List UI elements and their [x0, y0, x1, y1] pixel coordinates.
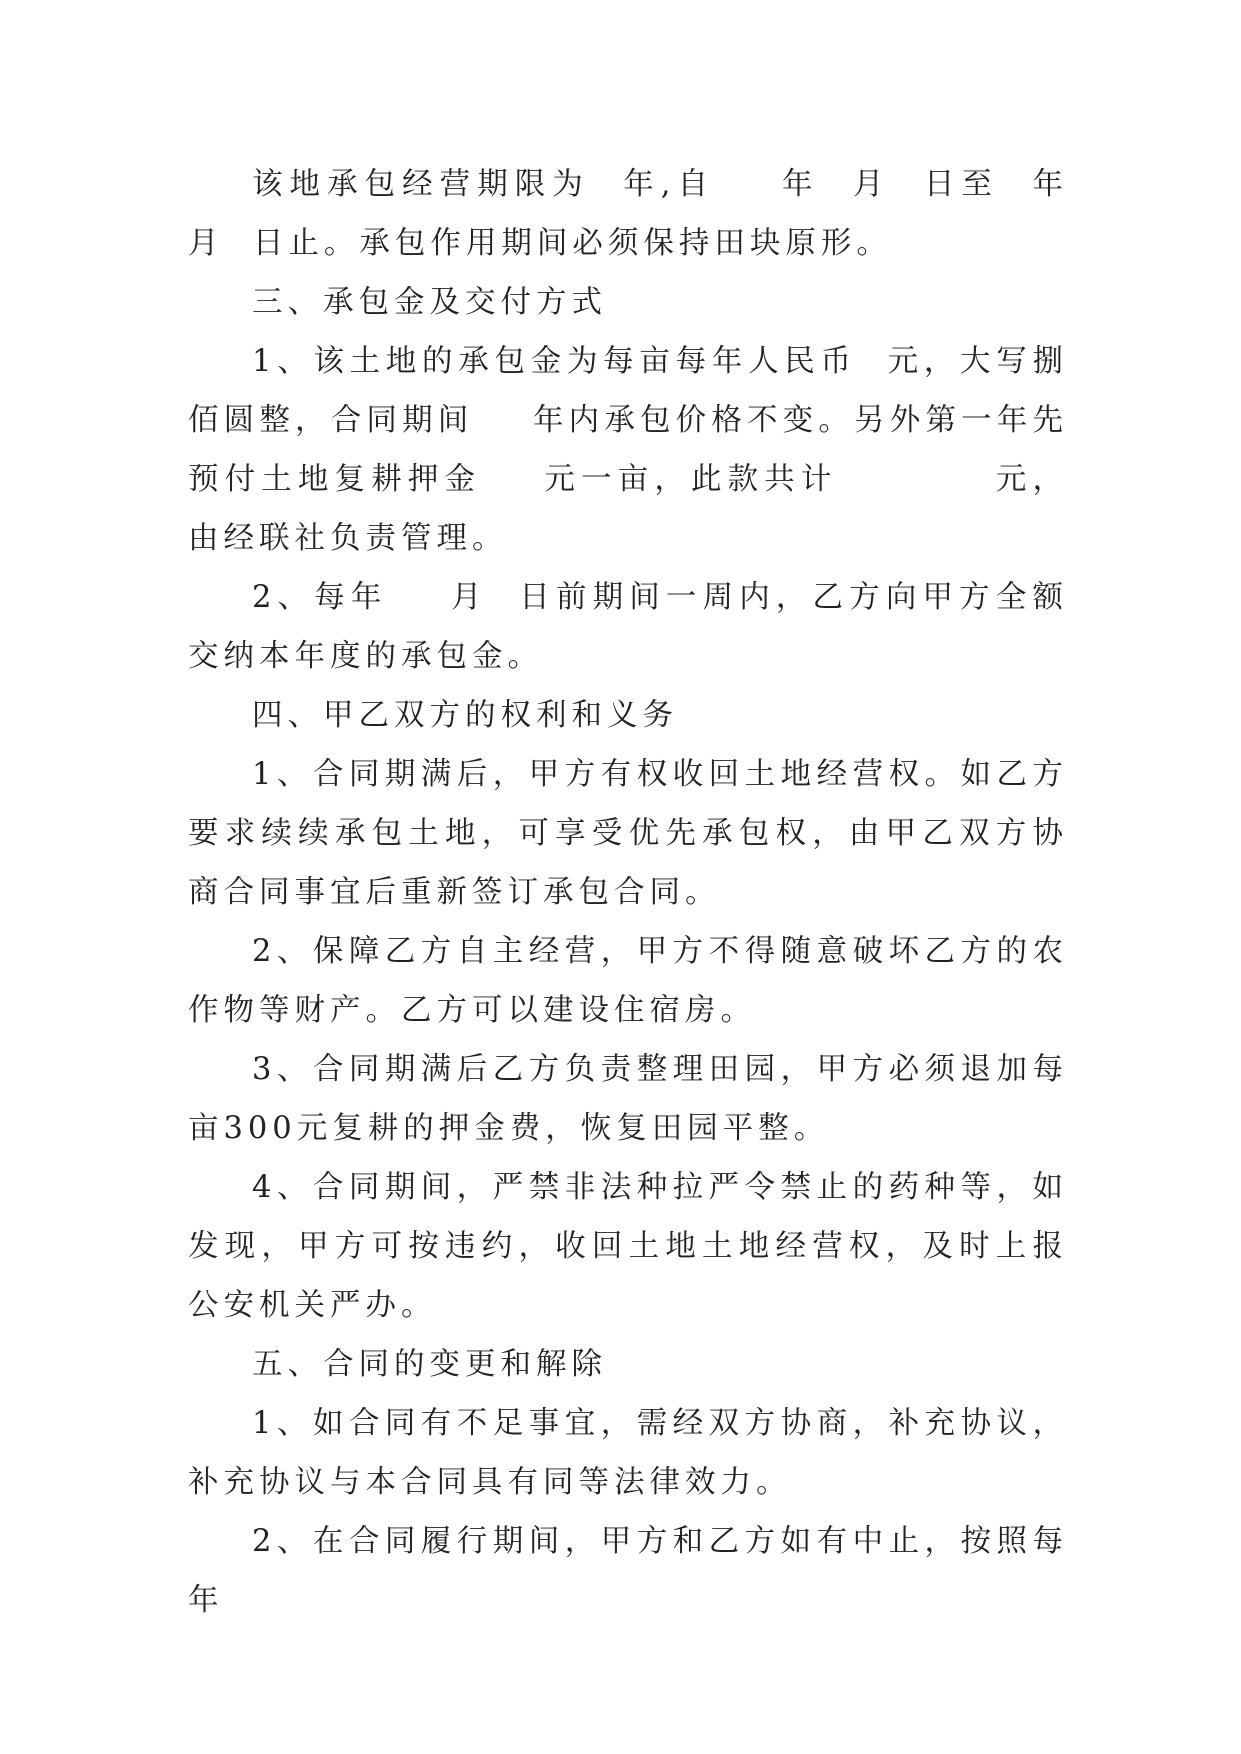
paragraph-lease-term: 该地承包经营期限为 年,自 年 月 日至 年 月 日止。承包作用期间必须保持田块原形。: [188, 167, 1098, 261]
section-heading-4: 四、甲乙双方的权利和义务: [252, 698, 678, 733]
paragraph-4-3: 3、合同期满后乙方负责整理田园，甲方必须退加每亩300元复耕的押金费，恢复田园平整。: [188, 1052, 1068, 1146]
paragraph-3-2: 2、每年 月 日前期间一周内，乙方向甲方全额交纳本年度的承包金。: [188, 580, 1068, 674]
paragraph-5-1: 1、如合同有不足事宜，需经双方协商，补充协议，补充协议与本合同具有同等法律效力。: [188, 1406, 1068, 1500]
section-heading-3: 三、承包金及交付方式: [252, 285, 607, 320]
section-heading-5: 五、合同的变更和解除: [252, 1347, 607, 1382]
paragraph-4-1: 1、合同期满后，甲方有权收回土地经营权。如乙方要求续续承包土地，可享受优先承包权，由甲乙双方协商合同事宜后重新签订承包合同。: [188, 757, 1068, 910]
paragraph-4-2: 2、保障乙方自主经营，甲方不得随意破坏乙方的农作物等财产。乙方可以建设住宿房。: [188, 934, 1068, 1028]
document-body: [188, 155, 1098, 1630]
paragraph-4-4: 4、合同期间，严禁非法种拉严令禁止的药种等，如发现，甲方可按违约，收回土地土地经营权，及时上报公安机关严办。: [188, 1170, 1068, 1323]
paragraph-3-1: 1、该土地的承包金为每亩每年人民币 元，大写捌佰圆整，合同期间 年内承包价格不变。另外第一年先预付土地复耕押金 元一亩，此款共计 元，由经联社负责管理。: [188, 344, 1068, 556]
paragraph-5-2: 2、在合同履行期间，甲方和乙方如有中止，按照每年: [188, 1524, 1068, 1618]
